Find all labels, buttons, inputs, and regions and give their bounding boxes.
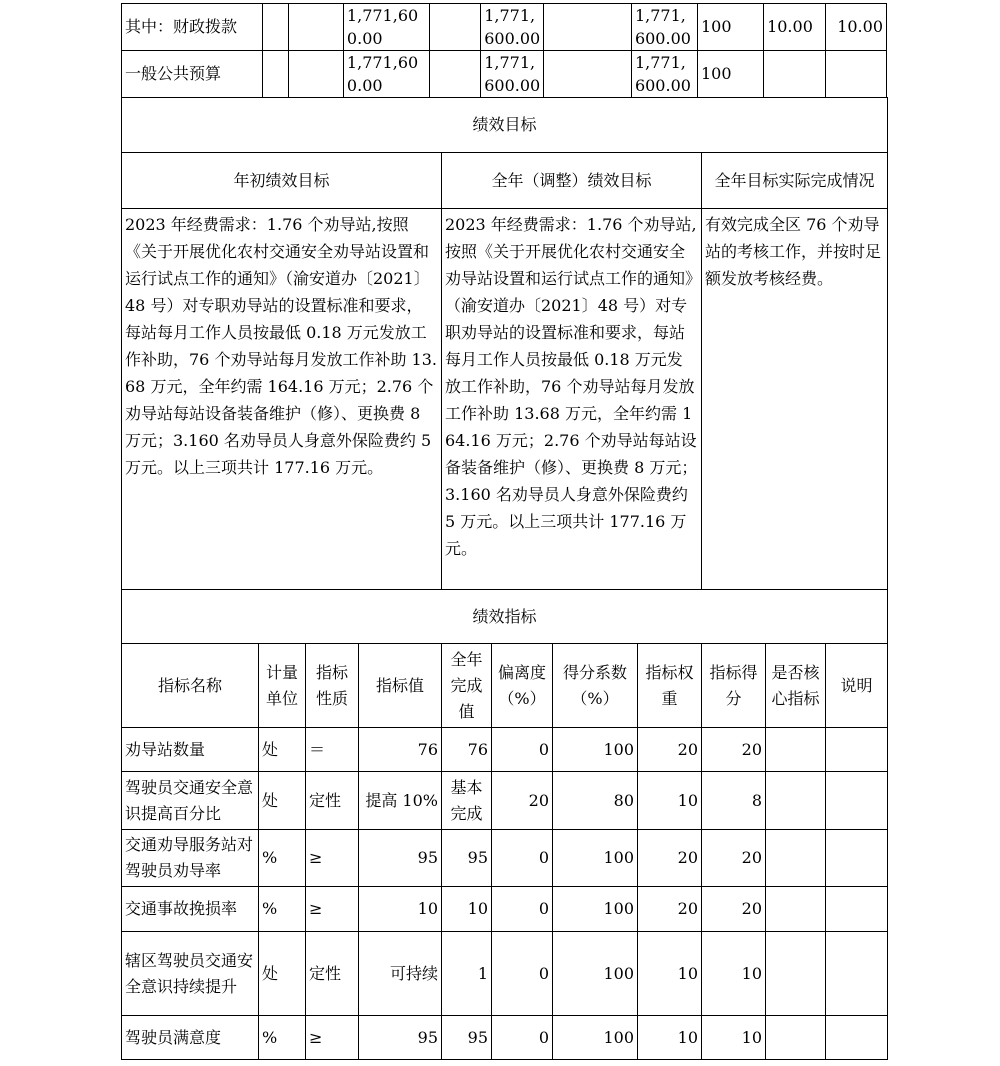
execution-rate: 100 <box>698 4 764 51</box>
budget-score <box>826 51 887 98</box>
indicator-coef: 100 <box>553 932 638 1016</box>
adjusted-goal-header: 全年（调整）绩效目标 <box>442 153 702 209</box>
indicator-unit: % <box>259 830 306 887</box>
indicator-actual: 95 <box>442 830 492 887</box>
goals-section-title: 绩效目标 <box>122 98 888 153</box>
indicator-coef: 100 <box>553 728 638 772</box>
col-header: 指标得分 <box>702 644 766 728</box>
indicators-table <box>121 589 888 1060</box>
budget-value: 1,771,600.00 <box>481 51 544 98</box>
initial-goal-text: 2023 年经费需求：1.76 个劝导站,按照《关于开展优化农村交通安全劝导站设置和运行试点工作的通知》（渝安道办〔2021〕48 号）对专职劝导站的设置标准和要求，每站每月工作人员按最低 0.18 万元发放工作补助，76 个劝导站每月发放工作补助 13.68 万元，全年约需 164.16 万元；2.76 个劝导站每站设备装备维护（修）、更换费 8 万元；3.160 名劝导员人身意外保险费约 5 万元。以上三项共计 177.16 万元。 <box>122 209 442 590</box>
indicator-note <box>826 887 888 932</box>
indicator-core <box>766 728 826 772</box>
indicator-target: 95 <box>359 1016 442 1060</box>
indicator-weight: 20 <box>638 887 702 932</box>
indicator-core <box>766 932 826 1016</box>
indicator-score: 20 <box>702 830 766 887</box>
indicator-target: 可持续 <box>359 932 442 1016</box>
indicator-nature: 定性 <box>306 932 359 1016</box>
indicators-header-row <box>122 644 888 728</box>
indicator-target: 95 <box>359 830 442 887</box>
table-row <box>122 728 888 772</box>
indicator-score: 20 <box>702 728 766 772</box>
indicator-score: 10 <box>702 932 766 1016</box>
indicator-weight: 20 <box>638 830 702 887</box>
col-header: 指标性质 <box>306 644 359 728</box>
execution-rate: 100 <box>698 51 764 98</box>
col-header: 计量单位 <box>259 644 306 728</box>
budget-weight: 10.00 <box>764 4 826 51</box>
indicator-core <box>766 1016 826 1060</box>
indicator-name: 交通事故挽损率 <box>122 887 259 932</box>
table-row <box>122 1016 888 1060</box>
budget-score: 10.00 <box>826 4 887 51</box>
table-row <box>122 932 888 1016</box>
budget-value: 1,771,600.00 <box>631 4 697 51</box>
budget-table <box>121 3 887 98</box>
indicator-coef: 100 <box>553 1016 638 1060</box>
indicator-nature: ≥ <box>306 1016 359 1060</box>
indicator-weight: 10 <box>638 932 702 1016</box>
indicator-target: 10 <box>359 887 442 932</box>
indicator-target: 提高 10% <box>359 772 442 830</box>
actual-completion-text: 有效完成全区 76 个劝导站的考核工作，并按时足额发放考核经费。 <box>702 209 888 590</box>
adjusted-goal-text: 2023 年经费需求：1.76 个劝导站,按照《关于开展优化农村交通安全劝导站设置和运行试点工作的通知》（渝安道办〔2021〕48 号）对专职劝导站的设置标准和要求，每站每月工作人员按最低 0.18 万元发放工作补助，76 个劝导站每月发放工作补助 13.68 万元，全年约需 164.16 万元；2.76 个劝导站每站设备装备维护（修）、更换费 8 万元；3.160 名劝导员人身意外保险费约 5 万元。以上三项共计 177.16 万元。 <box>442 209 702 590</box>
indicator-nature: ＝ <box>306 728 359 772</box>
indicator-unit: 处 <box>259 772 306 830</box>
table-row <box>122 887 888 932</box>
indicator-note <box>826 728 888 772</box>
col-header: 全年完成值 <box>442 644 492 728</box>
indicator-name: 辖区驾驶员交通安全意识持续提升 <box>122 932 259 1016</box>
col-header: 偏离度（%） <box>492 644 553 728</box>
indicators-section-title: 绩效指标 <box>122 590 888 644</box>
indicator-note <box>826 772 888 830</box>
indicator-nature: ≥ <box>306 830 359 887</box>
indicator-note <box>826 1016 888 1060</box>
indicator-coef: 100 <box>553 887 638 932</box>
budget-value: 1,771,600.00 <box>481 4 544 51</box>
indicator-actual: 基本完成 <box>442 772 492 830</box>
indicator-deviation: 0 <box>492 728 553 772</box>
indicator-score: 20 <box>702 887 766 932</box>
indicator-actual: 10 <box>442 887 492 932</box>
indicator-note <box>826 830 888 887</box>
indicator-coef: 80 <box>553 772 638 830</box>
indicator-coef: 100 <box>553 830 638 887</box>
indicator-note <box>826 932 888 1016</box>
budget-row <box>122 4 887 51</box>
budget-value: 1,771,600.00 <box>343 51 429 98</box>
col-header: 指标权重 <box>638 644 702 728</box>
col-header: 指标值 <box>359 644 442 728</box>
indicator-unit: % <box>259 887 306 932</box>
indicator-unit: % <box>259 1016 306 1060</box>
indicator-deviation: 0 <box>492 932 553 1016</box>
col-header: 说明 <box>826 644 888 728</box>
budget-row-label: 一般公共预算 <box>122 51 263 98</box>
indicator-deviation: 20 <box>492 772 553 830</box>
indicator-actual: 1 <box>442 932 492 1016</box>
indicator-deviation: 0 <box>492 1016 553 1060</box>
indicator-nature: ≥ <box>306 887 359 932</box>
indicator-actual: 76 <box>442 728 492 772</box>
actual-completion-header: 全年目标实际完成情况 <box>702 153 888 209</box>
budget-row <box>122 51 887 98</box>
col-header: 是否核心指标 <box>766 644 826 728</box>
initial-goal-header: 年初绩效目标 <box>122 153 442 209</box>
goals-table <box>121 97 888 590</box>
indicator-name: 交通劝导服务站对驾驶员劝导率 <box>122 830 259 887</box>
budget-row-label: 其中：财政拨款 <box>122 4 263 51</box>
indicator-core <box>766 887 826 932</box>
budget-value: 1,771,600.00 <box>631 51 697 98</box>
indicator-deviation: 0 <box>492 830 553 887</box>
budget-value: 1,771,600.00 <box>343 4 429 51</box>
budget-weight <box>764 51 826 98</box>
indicator-weight: 10 <box>638 772 702 830</box>
table-row <box>122 772 888 830</box>
indicator-target: 76 <box>359 728 442 772</box>
indicator-score: 8 <box>702 772 766 830</box>
col-header: 得分系数（%） <box>553 644 638 728</box>
indicator-core <box>766 772 826 830</box>
table-row <box>122 830 888 887</box>
col-header: 指标名称 <box>122 644 259 728</box>
indicator-nature: 定性 <box>306 772 359 830</box>
indicator-name: 劝导站数量 <box>122 728 259 772</box>
indicator-name: 驾驶员满意度 <box>122 1016 259 1060</box>
indicator-unit: 处 <box>259 728 306 772</box>
indicator-unit: 处 <box>259 932 306 1016</box>
indicator-deviation: 0 <box>492 887 553 932</box>
indicator-core <box>766 830 826 887</box>
indicator-name: 驾驶员交通安全意识提高百分比 <box>122 772 259 830</box>
indicator-weight: 10 <box>638 1016 702 1060</box>
indicator-actual: 95 <box>442 1016 492 1060</box>
indicator-weight: 20 <box>638 728 702 772</box>
indicator-score: 10 <box>702 1016 766 1060</box>
